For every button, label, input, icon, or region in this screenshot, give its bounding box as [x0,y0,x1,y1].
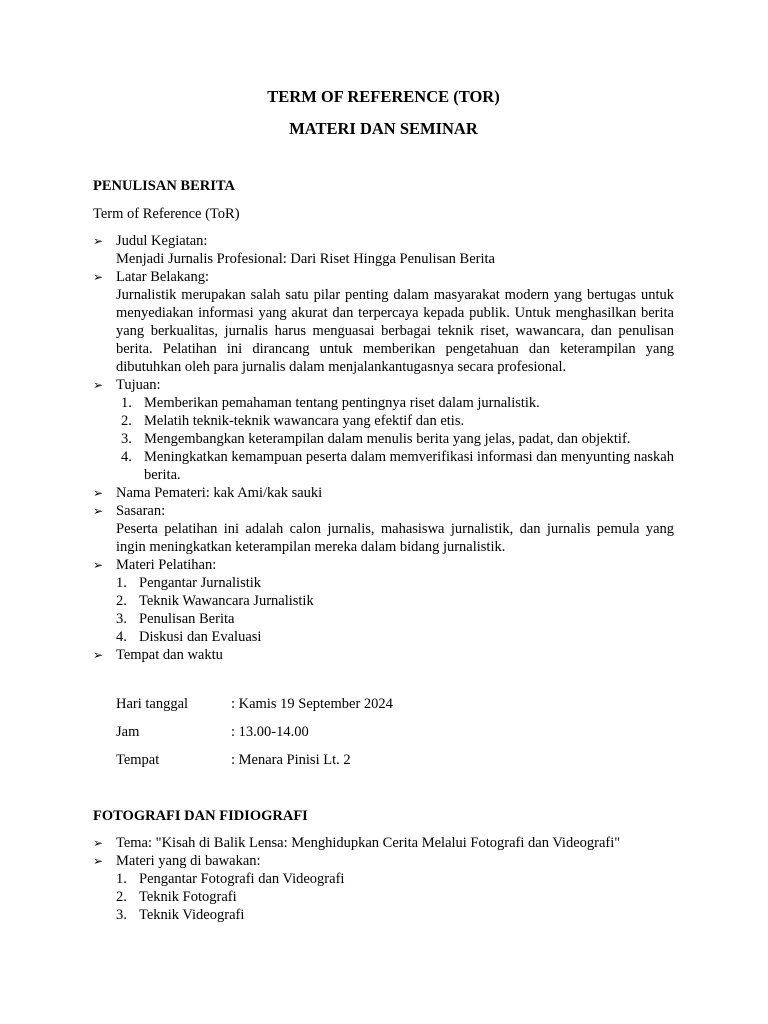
list-item-materi-bawakan [93,852,674,870]
list-item: 3. Mengembangkan keterampilan dalam menulis berita yang jelas, padat, dan objektif. [121,431,631,447]
materi-bawakan-list [93,870,674,924]
arrow-bullet-icon: ➢ [93,234,104,248]
judul-value: Menjadi Jurnalis Profesional: Dari Riset Hingga Penulisan Berita [116,251,495,267]
section-heading-penulisan-berita: PENULISAN BERITA [93,178,235,194]
list-item: 2. Melatih teknik-teknik wawancara yang efektif dan etis. [121,413,465,429]
arrow-bullet-icon: ➢ [93,504,104,518]
latar-text: Jurnalistik merupakan salah satu pilar penting dalam masyarakat modern yang bertugas untuk menyediakan informasi yang akurat dan terpercaya kepada publik. Untuk menghasilkan berita yang berkualitas, jurnalis harus menguasai berbagai teknik riset, wawancara, dan penulisan berita. Pelatihan ini dirancang untuk memberikan pengetahuan dan keterampilan yang dibutuhkan oleh para jurnalis dalam menjalankantugasnya secara profesional. [116,287,674,375]
list-item-sasaran [93,502,674,556]
document-title: TERM OF REFERENCE (TOR) [267,87,500,106]
tujuan-label: Tujuan: [116,377,161,393]
list-item: 4. Diskusi dan Evaluasi [116,629,262,645]
arrow-bullet-icon: ➢ [93,558,104,572]
arrow-bullet-icon: ➢ [93,270,104,284]
list-item: 4. Meningkatkan kemampuan peserta dalam memverifikasi informasi dan menyunting naskah berita. [121,449,674,483]
tor-label: Term of Reference (ToR) [93,206,240,222]
materi-bawakan-label: Materi yang di bawakan: [116,853,261,869]
materi-label: Materi Pelatihan: [116,557,217,573]
list-item: 3. Penulisan Berita [116,611,235,627]
list-item-pemateri [93,484,674,502]
schedule-key: Tempat [116,752,160,768]
sasaran-label: Sasaran: [116,503,166,519]
list-item-tema [93,834,674,852]
sasaran-text: Peserta pelatihan ini adalah calon jurnalis, mahasiswa jurnalistik, dan jurnalis pemula yang ingin meningkatkan keterampilan mereka dalam bidang jurnalistik. [116,521,674,555]
schedule-key: Hari tanggal [116,696,189,712]
schedule-value: : Kamis 19 September 2024 [231,696,393,712]
list-item-tujuan [93,376,674,394]
materi-list [93,574,674,646]
tempat-waktu-label: Tempat dan waktu [116,647,223,663]
list-item-latar [93,268,674,376]
arrow-bullet-icon: ➢ [93,378,104,392]
list-item: 3. Teknik Videografi [116,907,245,923]
document-subtitle: MATERI DAN SEMINAR [289,119,478,138]
list-item: 2. Teknik Fotografi [116,889,237,905]
list-item-tempat-waktu [93,646,674,664]
arrow-bullet-icon: ➢ [93,854,104,868]
list-item: 2. Teknik Wawancara Jurnalistik [116,593,314,609]
tujuan-list [93,394,674,484]
list-item: 1. Pengantar Jurnalistik [116,575,262,591]
latar-label: Latar Belakang: [116,269,209,285]
pemateri-text: Nama Pemateri: kak Ami/kak sauki [116,485,323,501]
tema-text: Tema: "Kisah di Balik Lensa: Menghidupkan Cerita Melalui Fotografi dan Videografi" [116,835,621,851]
list-item: 1. Memberikan pemahaman tentang pentingnya riset dalam jurnalistik. [121,395,540,411]
judul-label: Judul Kegiatan: [116,233,208,249]
arrow-bullet-icon: ➢ [93,648,104,662]
arrow-bullet-icon: ➢ [93,486,104,500]
list-item-materi [93,556,674,574]
schedule-key: Jam [116,724,140,740]
list-item-judul [93,232,674,268]
schedule-value: : Menara Pinisi Lt. 2 [231,752,351,768]
schedule-value: : 13.00-14.00 [231,724,309,740]
section1-body [93,232,674,664]
list-item: 1. Pengantar Fotografi dan Videografi [116,871,345,887]
arrow-bullet-icon: ➢ [93,836,104,850]
section-heading-fotografi: FOTOGRAFI DAN FIDIOGRAFI [93,808,308,824]
section2-body [93,834,674,924]
